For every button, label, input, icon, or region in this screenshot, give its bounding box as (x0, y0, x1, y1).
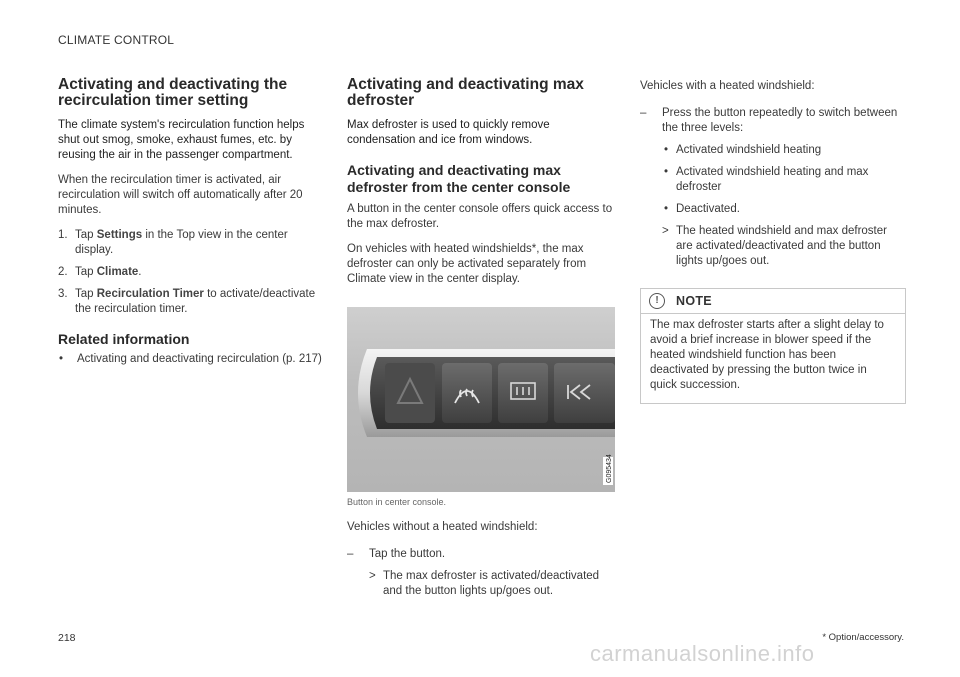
center-console-subheading: Activating and deactivating max defroster from the center console (347, 162, 571, 195)
result-text: The heated windshield and max defroster are activated/deactivated and the button lights up/goes out. (676, 225, 887, 267)
step-text-post: . (138, 266, 142, 278)
result-marker: > (369, 570, 376, 582)
column-recirculation-timer (58, 77, 322, 374)
recirculation-timer-paragraph: When the recirculation timer is activated, air recirculation will switch off automatically after 20 minutes. (58, 174, 303, 216)
photo-caption: Button in center console. (347, 497, 447, 507)
step-text-post: in the Top view in the center display. (75, 229, 288, 256)
dash-text: Tap the button. (369, 548, 446, 560)
dash-marker: – (640, 107, 647, 119)
result-item (640, 224, 906, 269)
level-item (640, 143, 906, 158)
console-button-illustration (347, 307, 615, 492)
max-defroster-intro: Max defroster is used to quickly remove condensation and ice from windows. (347, 119, 550, 146)
bullet-icon: • (664, 203, 669, 215)
dash-item (640, 106, 906, 136)
level-text: Activated windshield heating (676, 144, 822, 156)
info-icon: ! (649, 293, 665, 309)
recirculation-intro: The climate system's recirculation function helps shut out smog, smoke, exhaust fumes, etc. by reusing the air in the passenger compartment. (58, 119, 305, 161)
image-code (603, 454, 613, 485)
dash-text: Press the button repeatedly to switch between the three levels: (662, 107, 898, 134)
ui-term-settings: Settings (96, 229, 143, 241)
running-header: CLIMATE CONTROL (58, 33, 175, 47)
ui-term-climate: Climate (96, 266, 139, 278)
column-heated-windshield (640, 79, 906, 404)
related-link-recirculation[interactable] (58, 352, 322, 367)
step-item (58, 228, 322, 258)
step-number: 2. (58, 266, 68, 278)
max-defroster-button (442, 363, 492, 423)
footnote: * Option/accessory. (822, 632, 904, 643)
page-number: 218 (58, 632, 76, 644)
result-text: The max defroster is activated/deactivated and the button lights up/goes out. (383, 570, 600, 597)
bullet-icon: • (59, 353, 64, 365)
ui-term-recirculation-timer: Recirculation Timer (96, 288, 204, 300)
hazard-button (385, 363, 435, 423)
dash-marker: – (347, 548, 354, 560)
bullet-icon: • (664, 144, 669, 156)
step-number: 3. (58, 288, 68, 300)
note-header (641, 289, 905, 314)
heated-windshield-paragraph: On vehicles with heated windshields*, the max defroster can only be activated separately from Climate view in the center display. (347, 243, 587, 285)
step-text-pre: Tap (75, 266, 97, 278)
center-console-photo (347, 307, 615, 492)
step-text-pre: Tap (75, 229, 97, 241)
note-box (640, 288, 906, 404)
with-heated-label: Vehicles with a heated windshield: (640, 80, 815, 92)
result-item (347, 569, 615, 599)
without-heated-label: Vehicles without a heated windshield: (347, 521, 538, 533)
result-marker: > (662, 225, 669, 237)
svg-text:G095434: G095434 (606, 454, 613, 483)
related-link-text[interactable]: Activating and deactivating recirculation (p. 217) (77, 353, 322, 365)
step-number: 1. (58, 229, 68, 241)
note-body: The max defroster starts after a slight delay to avoid a brief increase in blower speed if the heated windshield function has been deactivated by pressing the button twice in quick succession. (650, 319, 884, 391)
level-item (640, 165, 906, 195)
step-item (58, 265, 322, 280)
step-text-post: to activate/deactivate the recirculation timer. (75, 288, 316, 315)
max-defroster-heading: Activating and deactivating max defroster (347, 76, 584, 109)
steps-list (58, 228, 322, 317)
level-text: Activated windshield heating and max defroster (676, 166, 869, 193)
bullet-icon: • (664, 166, 669, 178)
column-max-defroster (347, 77, 615, 606)
note-title: NOTE (676, 294, 712, 308)
dash-item (347, 547, 615, 562)
recirculation-timer-heading: Activating and deactivating the recirculation timer setting (58, 76, 288, 109)
level-item (640, 202, 906, 217)
step-item (58, 287, 322, 317)
level-text: Deactivated. (676, 203, 740, 215)
related-information-heading: Related information (58, 331, 190, 347)
center-console-paragraph: A button in the center console offers quick access to the max defroster. (347, 203, 613, 230)
watermark: carmanualsonline.info (590, 641, 815, 666)
step-text-pre: Tap (75, 288, 97, 300)
skip-back-button (554, 363, 615, 423)
